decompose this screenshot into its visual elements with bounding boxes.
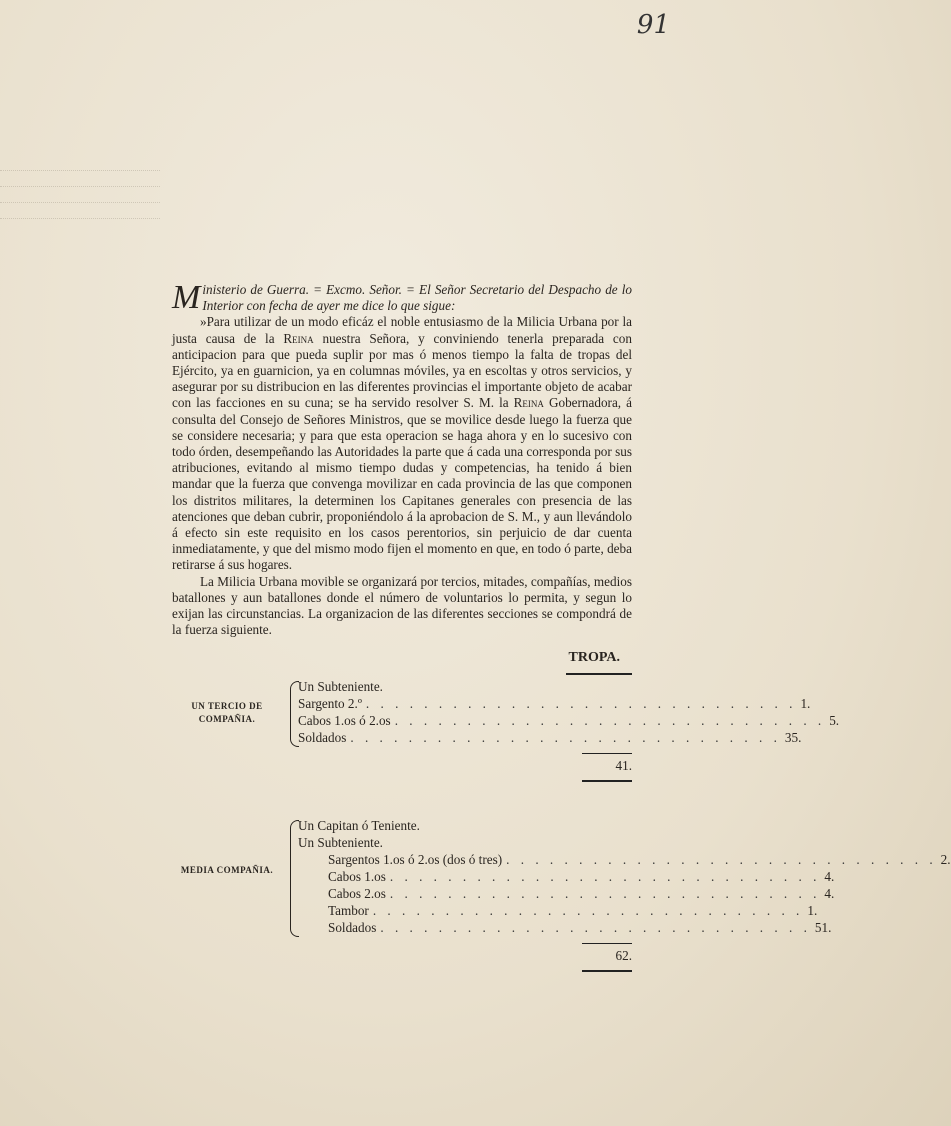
small-caps-word: Reina xyxy=(513,395,544,411)
document-body xyxy=(172,279,951,972)
troop-item-name: Cabos 2.os xyxy=(328,885,386,901)
group-total: 62. xyxy=(615,947,632,963)
small-caps-word: Reina xyxy=(283,330,314,346)
troop-item xyxy=(298,695,811,713)
troop-item-name: Sargento 2.º xyxy=(298,695,362,711)
leader-dots: . . . . . . . . . . . . . . . . . . . . . . . . . . . . . . xyxy=(389,868,821,884)
troop-item-count: 35. xyxy=(784,729,802,745)
troop-group xyxy=(172,678,840,782)
troop-item-name: Soldados xyxy=(328,919,377,935)
troop-item xyxy=(298,919,832,937)
troop-item xyxy=(298,729,802,747)
troop-item-name: Cabos 1.os ó 2.os xyxy=(298,712,391,728)
tropa-header: TROPA. xyxy=(568,650,620,666)
troop-item-name: Un Subteniente. xyxy=(298,678,383,694)
troop-item xyxy=(298,868,835,886)
leader-dots: . . . . . . . . . . . . . . . . . . . . . . . . . . . . . . xyxy=(372,902,804,918)
troop-item xyxy=(298,679,632,696)
troop-item xyxy=(298,818,632,835)
troop-item xyxy=(298,712,840,730)
brace xyxy=(290,820,299,937)
bleed-through-line xyxy=(0,170,160,171)
troop-item xyxy=(298,885,835,903)
text-run: Gobernadora, á consulta del Consejo de Señores Ministros, que se movilice desde luego la fuerza que se considere necesaria; y para que esta operacion se haga ahora y en lo sucesivo con todo órden, desempeñando las Autoridades la parte que á cada una corresponda por sus atribuciones, evitando al mismo tiempo dudas y competencias, ha tenido á bien mandar que la fuerza que convenga movilizar en cada provincia de las que componen los distritos militares, la determinen los Capitanes generales con presencia de las atenciones que deban cubrir, proponiéndolo á la aprobacion de S. M., y aun llevándolo á efecto sin este requisito en los casos perentorios, sin perjuicio de dar cuenta inmediatamente, y que del mismo modo fijen el momento en que, en todo ó parte, deba retirarse á sus hogares. xyxy=(172,395,632,573)
bleed-through-line xyxy=(0,202,160,203)
troop-items xyxy=(298,678,840,747)
troop-item xyxy=(298,835,632,852)
total-rule xyxy=(582,970,632,972)
group-label: UN TERCIO DE COMPAÑIA. xyxy=(191,700,263,724)
leader-dots: . . . . . . . . . . . . . . . . . . . . . . . . . . . . . . xyxy=(506,851,937,867)
troop-item-count: 2. xyxy=(940,851,951,867)
group-label: MEDIA COMPAÑIA. xyxy=(180,865,274,876)
bleed-through-line xyxy=(0,186,160,187)
bleed-through-line xyxy=(0,218,160,219)
header-rule xyxy=(566,673,632,675)
group-total: 41. xyxy=(615,757,632,773)
troop-item-name: Sargentos 1.os ó 2.os (dos ó tres) xyxy=(328,851,503,867)
total-rule xyxy=(582,780,632,782)
paragraph-2: La Milicia Urbana movible se organizará por tercios, mitades, compañías, medios batallones y aun batallones donde el número de voluntarios lo permita, y segun lo exijan las circunstancias. La organizacion de las diferentes secciones se compondrá de la fuerza siguiente. xyxy=(172,573,632,638)
page-number: 91 xyxy=(636,10,670,40)
troop-item-name: Cabos 1.os xyxy=(328,868,386,884)
document-heading xyxy=(172,279,632,316)
leader-dots: . . . . . . . . . . . . . . . . . . . . . . . . . . . . . . xyxy=(389,885,821,901)
troop-item-count: 1. xyxy=(800,695,811,711)
troop-item-name: Soldados xyxy=(298,729,347,745)
troop-item-count: 51. xyxy=(814,919,832,935)
text-run: nuestra Señora, y conviniendo tenerla preparada con anticipacion para que pueda suplir por mas ó menos tiempo la falta de tropas del Ejército, ya en guarnicion, ya en columnas móviles, ya en escoltas y otros servicios, y asegurar por su distribucion en las diferentes provincias el importante objeto de acabar con las facciones en su cuna; se ha servido resolver S. M. la xyxy=(172,330,632,411)
paragraph-1 xyxy=(172,314,632,573)
sum-rule xyxy=(582,943,632,944)
text-run: »Para utilizar de un modo eficáz el noble entusiasmo de la Milicia Urbana por la justa causa de la xyxy=(172,314,632,346)
leader-dots: . . . . . . . . . . . . . . . . . . . . . . . . . . . . . . xyxy=(394,712,826,728)
sum-rule xyxy=(582,753,632,754)
troop-item-count: 4. xyxy=(824,868,835,884)
troop-group xyxy=(172,817,951,972)
troop-item-count: 4. xyxy=(824,885,835,901)
leader-dots: . . . . . . . . . . . . . . . . . . . . . . . . . . . . . . xyxy=(350,729,781,745)
drop-cap: M xyxy=(172,279,201,316)
troop-item xyxy=(298,902,818,920)
leader-dots: . . . . . . . . . . . . . . . . . . . . . . . . . . . . . . xyxy=(380,919,811,935)
troop-item-name: Un Subteniente. xyxy=(298,834,383,850)
troop-item-count: 1. xyxy=(807,902,818,918)
troop-item-count: 5. xyxy=(829,712,840,728)
troop-groups xyxy=(172,678,951,972)
troop-items xyxy=(298,817,951,937)
leader-dots: . . . . . . . . . . . . . . . . . . . . . . . . . . . . . . xyxy=(365,695,797,711)
brace xyxy=(290,681,299,747)
troop-item-name: Un Capitan ó Teniente. xyxy=(298,817,420,833)
heading-text: inisterio de Guerra. = Excmo. Señor. = El Señor Secretario del Despacho de lo Interior con fecha de ayer me dice lo que sigue: xyxy=(202,282,632,314)
troop-item-name: Tambor xyxy=(328,902,369,918)
troop-item xyxy=(298,851,951,869)
